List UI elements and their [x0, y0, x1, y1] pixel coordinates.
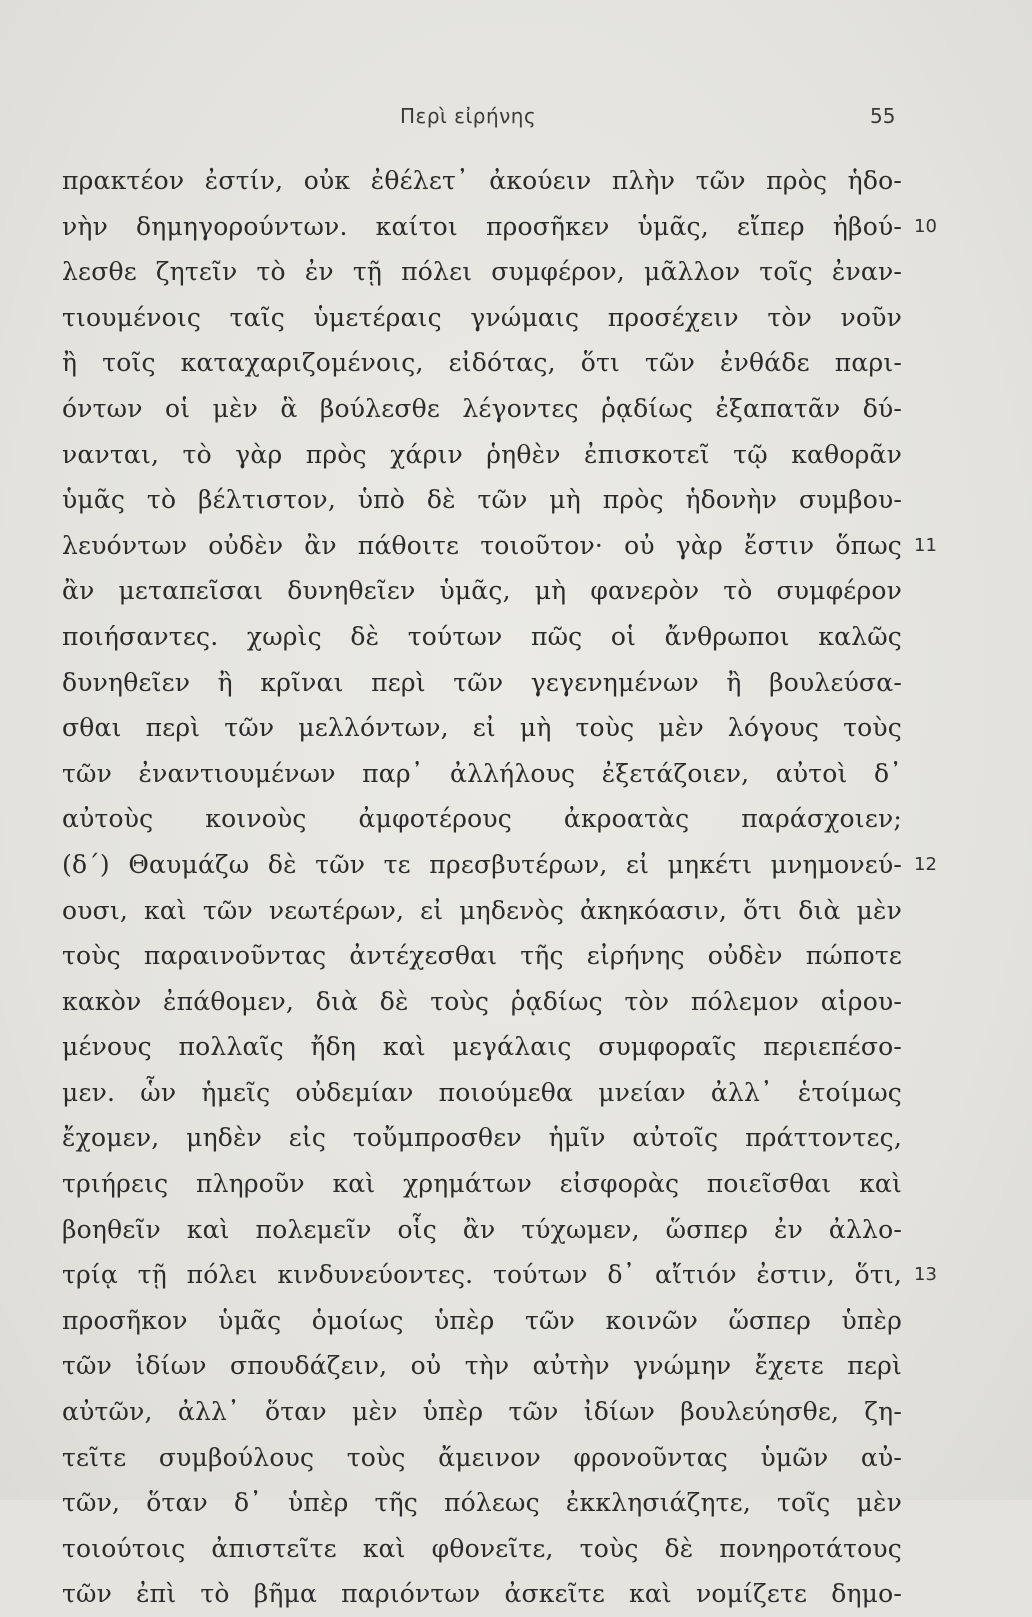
running-title: Περὶ εἰρήνης	[400, 104, 537, 128]
text-line: λευόντων οὐδὲν ἂν πάθοιτε τοιοῦτον· οὐ γὰρ ἔστιν ὅπως	[62, 530, 902, 560]
text-line: δυνηθεῖεν ἢ κρῖναι περὶ τῶν γεγενημένων ἢ βουλεύσα-	[62, 667, 902, 697]
section-number: 13	[914, 1264, 937, 1286]
section-number: 12	[914, 854, 937, 875]
text-line: προσῆκον ὑμᾶς ὁμοίως ὑπὲρ τῶν κοινῶν ὥσπερ ὑπὲρ	[62, 1305, 902, 1335]
text-line: νανται, τὸ γὰρ πρὸς χάριν ῥηθὲν ἐπισκοτεῖ τῷ καθορᾶν	[62, 439, 902, 469]
text-line: τῶν ἐπὶ τὸ βῆμα παριόντων ἀσκεῖτε καὶ νομίζετε δημο-	[62, 1579, 902, 1609]
text-line: αὐτοὺς κοινοὺς ἀμφοτέρους ἀκροατὰς παράσχοιεν;	[62, 804, 902, 834]
text-line: αὐτῶν, ἀλλ᾽ ὅταν μὲν ὑπὲρ τῶν ἰδίων βουλεύησθε, ζη-	[62, 1397, 902, 1427]
text-line: τοὺς παραινοῦντας ἀντέχεσθαι τῆς εἰρήνης οὐδὲν πώποτε	[62, 941, 902, 971]
text-line: όντων οἱ μὲν ἃ βούλεσθε λέγοντες ῥᾳδίως ἐξαπατᾶν δύ-	[62, 393, 902, 423]
text-line: λεσθε ζητεῖν τὸ ἐν τῇ πόλει συμφέρον, μᾶλλον τοῖς ἐναν-	[62, 257, 902, 287]
text-line: βοηθεῖν καὶ πολεμεῖν οἷς ἂν τύχωμεν, ὥσπερ ἐν ἀλλο-	[62, 1214, 902, 1244]
text-line: νὴν δημηγορούντων. καίτοι προσῆκεν ὑμᾶς, εἴπερ ἠβού-	[62, 211, 902, 241]
text-line: κακὸν ἐπάθομεν, διὰ δὲ τοὺς ῥᾳδίως τὸν πόλεμον αἱρου-	[62, 986, 902, 1016]
text-line: ποιήσαντες. χωρὶς δὲ τούτων πῶς οἱ ἄνθρωποι καλῶς	[62, 621, 902, 651]
text-line: ἂν μεταπεῖσαι δυνηθεῖεν ὑμᾶς, μὴ φανερὸν τὸ συμφέρον	[62, 576, 902, 606]
text-line: τριήρεις πληροῦν καὶ χρημάτων εἰσφορὰς ποιεῖσθαι καὶ	[62, 1169, 902, 1199]
text-line: τεῖτε συμβούλους τοὺς ἄμεινον φρονοῦντας ὑμῶν αὐ-	[62, 1442, 902, 1472]
text-line: μεν. ὧν ἡμεῖς οὐδεμίαν ποιούμεθα μνείαν ἀλλ᾽ ἑτοίμως	[62, 1077, 902, 1107]
text-line: τρίᾳ τῇ πόλει κινδυνεύοντες. τούτων δ᾽ αἴτιόν ἐστιν, ὅτι,	[62, 1260, 902, 1290]
text-line: τοιούτοις ἀπιστεῖτε καὶ φθονεῖτε, τοὺς δὲ πονηροτάτους	[62, 1533, 902, 1563]
text-line: ὑμᾶς τὸ βέλτιστον, ὑπὸ δὲ τῶν μὴ πρὸς ἡδονὴν συμβου-	[62, 485, 902, 515]
text-line: ουσι, καὶ τῶν νεωτέρων, εἰ μηδενὸς ἀκηκόασιν, ὅτι διὰ μὲν	[62, 895, 902, 925]
text-line: τῶν, ὅταν δ᾽ ὑπὲρ τῆς πόλεως ἐκκλησιάζητε, τοῖς μὲν	[62, 1488, 902, 1518]
text-line: τῶν ἰδίων σπουδάζειν, οὐ τὴν αὐτὴν γνώμην ἔχετε περὶ	[62, 1351, 902, 1381]
section-number: 10	[914, 215, 937, 237]
running-head	[0, 102, 1032, 132]
text-line: ἢ τοῖς καταχαριζομένοις, εἰδότας, ὅτι τῶν ἐνθάδε παρι-	[62, 348, 902, 378]
body-text	[62, 158, 902, 1617]
text-line: πρακτέον ἐστίν, οὐκ ἐθέλετ᾽ ἀκούειν πλὴν τῶν πρὸς ἡδο-	[62, 166, 902, 195]
text-line: τιουμένοις ταῖς ὑμετέραις γνώμαις προσέχειν τὸν νοῦν	[62, 302, 902, 332]
section-number: 11	[914, 534, 937, 556]
text-line: τῶν ἐναντιουμένων παρ᾽ ἀλλήλους ἐξετάζοιεν, αὐτοὶ δ᾽	[62, 758, 902, 788]
text-line: μένους πολλαῖς ἤδη καὶ μεγάλαις συμφοραῖς περιεπέσο-	[62, 1032, 902, 1062]
text-line: ἔχομεν, μηδὲν εἰς τοὔμπροσθεν ἡμῖν αὐτοῖς πράττοντες,	[62, 1123, 902, 1153]
text-line: (δ΄) Θαυμάζω δὲ τῶν τε πρεσβυτέρων, εἰ μηκέτι μνημονεύ-	[62, 849, 902, 879]
page-number: 55	[870, 104, 896, 128]
text-line: σθαι περὶ τῶν μελλόντων, εἰ μὴ τοὺς μὲν λόγους τοὺς	[62, 713, 902, 743]
